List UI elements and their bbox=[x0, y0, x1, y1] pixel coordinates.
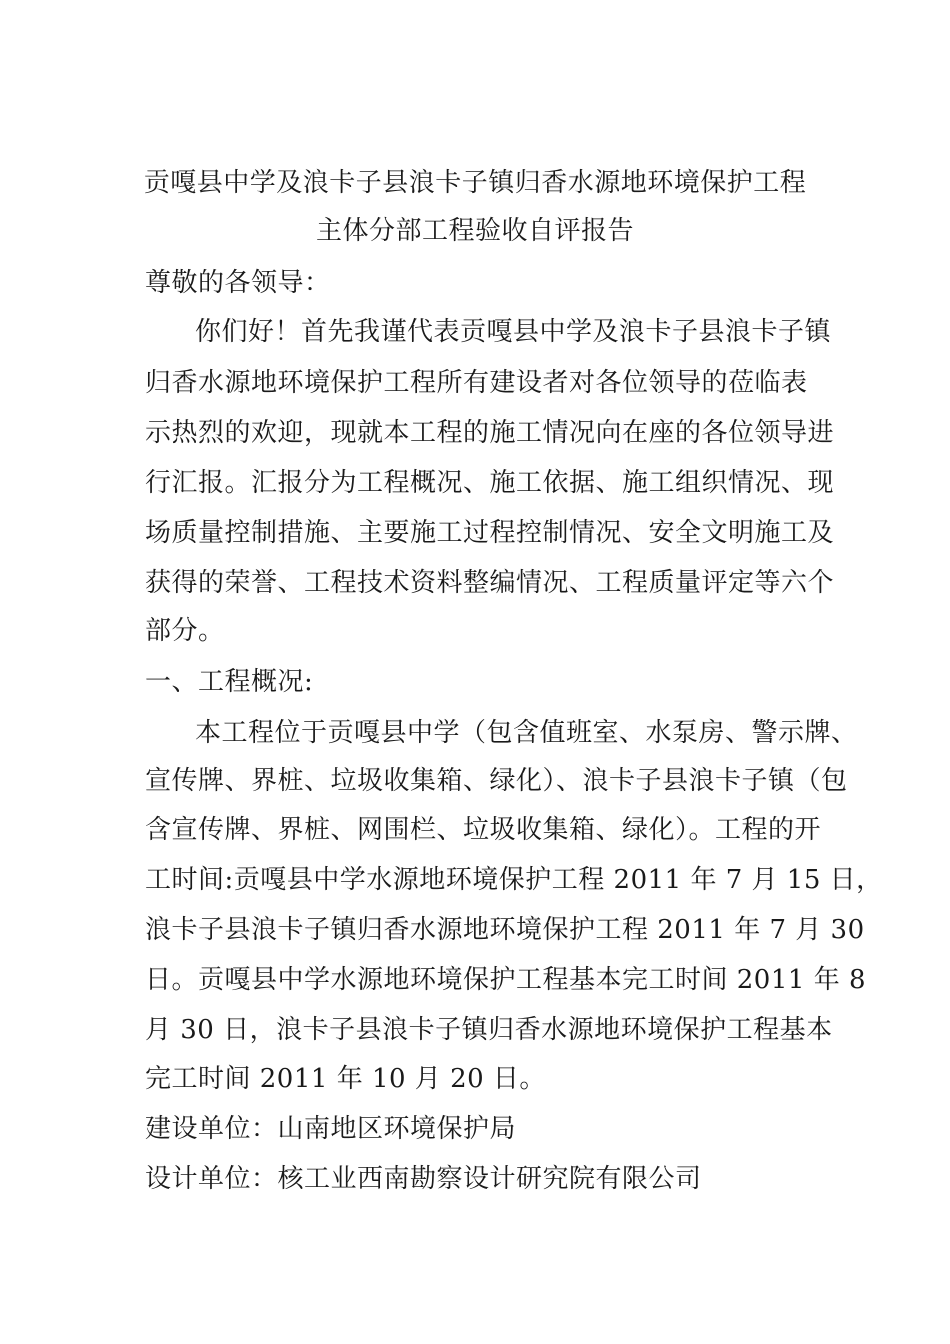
section-line: 工时间:贡嘎县中学水源地环境保护工程 2011 年 7 月 15 日， bbox=[145, 865, 883, 895]
section-line: 浪卡子县浪卡子镇归香水源地环境保护工程 2011 年 7 月 30 bbox=[145, 915, 865, 945]
section-line: 含宣传牌、界桩、网围栏、垃圾收集箱、绿化）。工程的开 bbox=[145, 815, 822, 845]
intro-line: 示热烈的欢迎，现就本工程的施工情况向在座的各位领导进 bbox=[145, 418, 835, 448]
section-line: 月 30 日，浪卡子县浪卡子镇归香水源地环境保护工程基本 bbox=[145, 1015, 833, 1045]
intro-line: 行汇报。汇报分为工程概况、施工依据、施工组织情况、现 bbox=[145, 468, 835, 498]
intro-line: 部分。 bbox=[145, 616, 225, 646]
salutation: 尊敬的各领导： bbox=[145, 268, 331, 298]
design-unit: 设计单位：核工业西南勘察设计研究院有限公司 bbox=[145, 1164, 702, 1194]
intro-line: 归香水源地环境保护工程所有建设者对各位领导的莅临表 bbox=[145, 368, 808, 398]
title-line-2: 主体分部工程验收自评报告 bbox=[315, 216, 634, 246]
section-line: 宣传牌、界桩、垃圾收集箱、绿化）、浪卡子县浪卡子镇（包 bbox=[145, 766, 848, 796]
construction-unit: 建设单位：山南地区环境保护局 bbox=[145, 1114, 517, 1144]
title-line-1: 贡嘎县中学及浪卡子县浪卡子镇归香水源地环境保护工程 bbox=[143, 168, 807, 198]
intro-line: 场质量控制措施、主要施工过程控制情况、安全文明施工及 bbox=[145, 518, 835, 548]
section-line: 完工时间 2011 年 10 月 20 日。 bbox=[145, 1064, 546, 1094]
section-heading: 一、工程概况: bbox=[145, 667, 314, 697]
intro-line: 你们好！首先我谨代表贡嘎县中学及浪卡子县浪卡子镇 bbox=[195, 317, 832, 347]
section-line: 本工程位于贡嘎县中学（包含值班室、水泵房、警示牌、 bbox=[195, 718, 858, 748]
section-line: 日。贡嘎县中学水源地环境保护工程基本完工时间 2011 年 8 bbox=[145, 965, 867, 995]
intro-line: 获得的荣誉、工程技术资料整编情况、工程质量评定等六个 bbox=[145, 568, 835, 598]
